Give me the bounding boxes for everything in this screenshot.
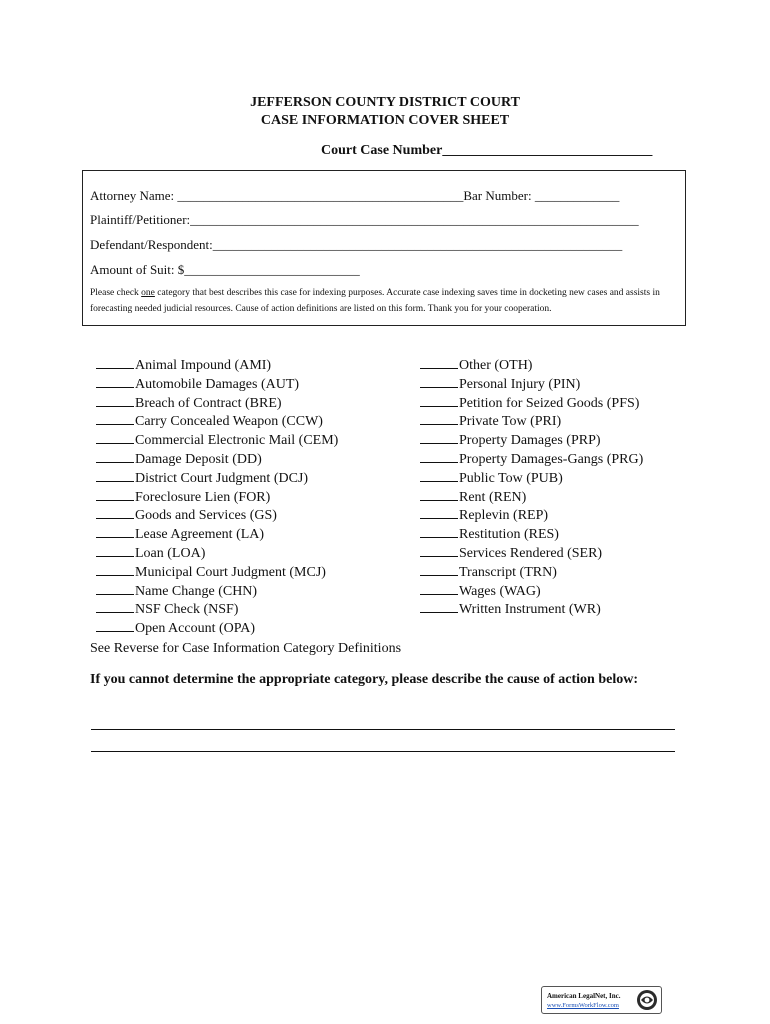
checkbox-blank[interactable] [96, 375, 134, 388]
case-number-field[interactable]: Court Case Number______________________________ [321, 143, 653, 158]
checkbox-blank[interactable] [420, 431, 458, 444]
category-item[interactable] [96, 469, 338, 488]
category-item[interactable] [96, 619, 338, 638]
category-label: NSF Check (NSF) [135, 602, 239, 618]
category-item[interactable] [96, 488, 338, 507]
logo-url[interactable]: www.FormsWorkFlow.com [547, 1002, 619, 1009]
defendant-field[interactable]: Defendant/Respondent:_______________________________________________________________ [90, 237, 623, 252]
category-item[interactable] [96, 525, 338, 544]
category-list-right [420, 356, 643, 619]
amount-field[interactable]: Amount of Suit: $___________________________ [90, 262, 360, 277]
category-item[interactable] [420, 488, 643, 507]
category-item[interactable] [96, 431, 338, 450]
logo-name: American LegalNet, Inc. [547, 992, 621, 1000]
category-list-left [96, 356, 338, 638]
checkbox-blank[interactable] [420, 525, 458, 538]
category-item[interactable] [96, 412, 338, 431]
category-label: Carry Concealed Weapon (CCW) [135, 414, 323, 430]
checkbox-blank[interactable] [420, 450, 458, 463]
plaintiff-field[interactable]: Plaintiff/Petitioner:_____________________________________________________________________ [90, 212, 639, 227]
category-label: Property Damages-Gangs (PRG) [459, 451, 644, 467]
checkbox-blank[interactable] [96, 563, 134, 576]
category-label: District Court Judgment (DCJ) [135, 470, 309, 486]
note-text-end: category that best describes this case for indexing purposes. Accurate case indexing saves time in docketing new cases and assists in forecasting needed judicial resources. Cause of action definitions are listed on this form. Thank you for your cooperation. [90, 288, 660, 314]
description-line[interactable] [91, 751, 675, 752]
note-emphasis: one [141, 288, 155, 298]
category-item[interactable] [96, 394, 338, 413]
checkbox-blank[interactable] [96, 450, 134, 463]
checkbox-blank[interactable] [420, 394, 458, 407]
checkbox-blank[interactable] [96, 412, 134, 425]
category-label: Lease Agreement (LA) [135, 527, 265, 543]
category-label: Name Change (CHN) [135, 583, 258, 599]
category-label: Written Instrument (WR) [459, 602, 601, 618]
category-label: Animal Impound (AMI) [135, 358, 272, 373]
category-label: Goods and Services (GS) [135, 508, 277, 524]
category-label: Services Rendered (SER) [459, 545, 603, 561]
describe-instruction: If you cannot determine the appropriate category, please describe the cause of action below: [90, 672, 638, 687]
category-label: Loan (LOA) [135, 545, 206, 561]
category-label: Municipal Court Judgment (MCJ) [135, 564, 326, 580]
publisher-logo [541, 986, 662, 1014]
category-label: Breach of Contract (BRE) [135, 395, 282, 411]
category-item[interactable] [96, 450, 338, 469]
checkbox-blank[interactable] [96, 356, 134, 369]
category-label: Private Tow (PRI) [459, 414, 562, 430]
checkbox-blank[interactable] [420, 375, 458, 388]
globe-seal-icon [636, 989, 658, 1011]
category-item[interactable] [96, 506, 338, 525]
category-item[interactable] [420, 525, 643, 544]
checkbox-blank[interactable] [420, 506, 458, 519]
category-item[interactable] [420, 356, 643, 375]
category-label: Damage Deposit (DD) [135, 451, 262, 467]
checkbox-blank[interactable] [420, 544, 458, 557]
category-label: Wages (WAG) [459, 583, 541, 599]
checkbox-blank[interactable] [96, 619, 134, 632]
note-text-start: Please check [90, 288, 142, 298]
checkbox-blank[interactable] [420, 469, 458, 482]
category-item[interactable] [420, 394, 643, 413]
category-label: Commercial Electronic Mail (CEM) [135, 433, 339, 449]
category-label: Open Account (OPA) [135, 621, 256, 637]
category-item[interactable] [96, 544, 338, 563]
category-item[interactable] [96, 600, 338, 619]
category-item[interactable] [420, 431, 643, 450]
checkbox-blank[interactable] [420, 563, 458, 576]
category-item[interactable] [420, 600, 643, 619]
category-label: Other (OTH) [459, 358, 533, 373]
category-item[interactable] [96, 375, 338, 394]
category-label: Rent (REN) [459, 489, 527, 505]
category-label: Public Tow (PUB) [459, 470, 563, 486]
category-label: Automobile Damages (AUT) [135, 376, 300, 392]
category-item[interactable] [420, 544, 643, 563]
checkbox-blank[interactable] [420, 600, 458, 613]
sheet-title: CASE INFORMATION COVER SHEET [260, 113, 510, 128]
category-item[interactable] [420, 450, 643, 469]
checkbox-blank[interactable] [96, 488, 134, 501]
category-label: Foreclosure Lien (FOR) [135, 489, 271, 505]
checkbox-blank[interactable] [420, 356, 458, 369]
checkbox-blank[interactable] [96, 544, 134, 557]
checkbox-blank[interactable] [420, 582, 458, 595]
category-label: Replevin (REP) [459, 508, 549, 524]
category-item[interactable] [420, 412, 643, 431]
category-label: Property Damages (PRP) [459, 433, 601, 449]
checkbox-blank[interactable] [420, 488, 458, 501]
category-item[interactable] [420, 563, 643, 582]
category-label: Restitution (RES) [459, 527, 559, 543]
reverse-note: See Reverse for Case Information Category Definitions [90, 641, 402, 656]
court-name: JEFFERSON COUNTY DISTRICT COURT [250, 95, 520, 110]
checkbox-blank[interactable] [96, 469, 134, 482]
category-item[interactable] [96, 356, 338, 375]
checkbox-blank[interactable] [96, 525, 134, 538]
category-label: Transcript (TRN) [459, 564, 557, 580]
category-label: Personal Injury (PIN) [459, 376, 581, 392]
checkbox-blank[interactable] [96, 582, 134, 595]
description-line[interactable] [91, 729, 675, 730]
category-item[interactable] [420, 582, 643, 601]
category-item[interactable] [96, 563, 338, 582]
checkbox-blank[interactable] [96, 506, 134, 519]
category-item[interactable] [96, 582, 338, 601]
category-item[interactable] [420, 375, 643, 394]
checkbox-blank[interactable] [96, 600, 134, 613]
checkbox-blank[interactable] [420, 412, 458, 425]
indexing-note [90, 285, 682, 317]
attorney-field[interactable]: Attorney Name: ____________________________________________Bar Number: _____________ [90, 188, 620, 203]
category-label: Petition for Seized Goods (PFS) [459, 395, 640, 411]
category-item[interactable] [420, 506, 643, 525]
category-item[interactable] [420, 469, 643, 488]
checkbox-blank[interactable] [96, 431, 134, 444]
checkbox-blank[interactable] [96, 394, 134, 407]
